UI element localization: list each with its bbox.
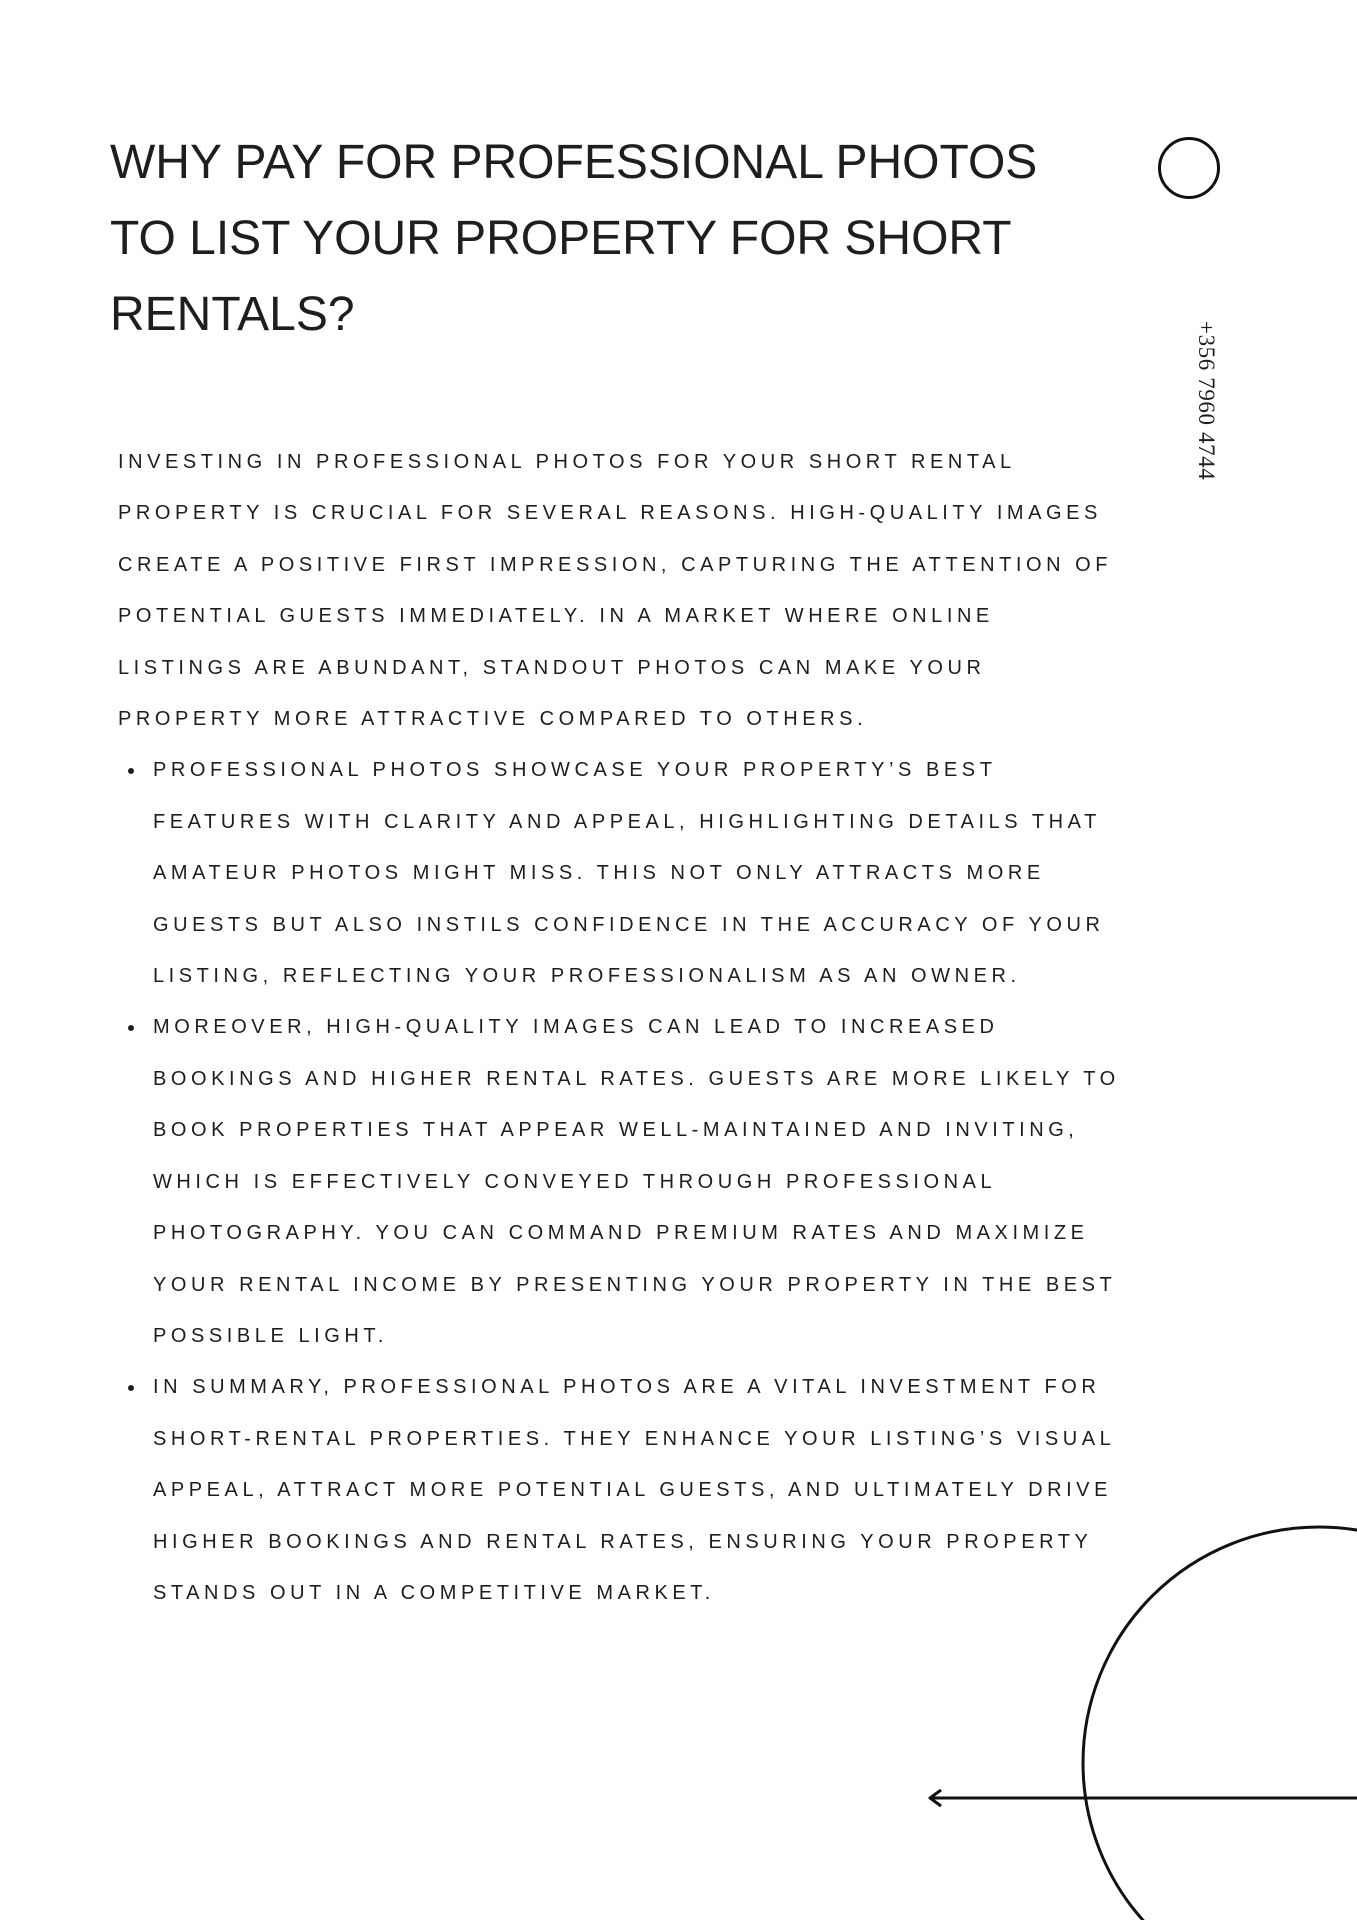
text-line: LISTING, REFLECTING YOUR PROFESSIONALISM AS AN OWNER. — [153, 965, 1021, 988]
text-line: CREATE A POSITIVE FIRST IMPRESSION, CAPTURING THE ATTENTION OF — [118, 553, 1113, 576]
text-line: STANDS OUT IN A COMPETITIVE MARKET. — [153, 1581, 715, 1604]
text-line: POTENTIAL GUESTS IMMEDIATELY. IN A MARKET WHERE ONLINE — [118, 605, 994, 628]
text-line: INVESTING IN PROFESSIONAL PHOTOS FOR YOUR SHORT RENTAL — [118, 451, 1016, 473]
text-line: APPEAL, ATTRACT MORE POTENTIAL GUESTS, AND ULTIMATELY DRIVE — [153, 1479, 1112, 1502]
text-line: HIGHER BOOKINGS AND RENTAL RATES, ENSURING YOUR PROPERTY — [153, 1530, 1093, 1553]
text-line: SHORT-RENTAL PROPERTIES. THEY ENHANCE YOUR LISTING’S VISUAL — [153, 1427, 1116, 1450]
text-line: POSSIBLE LIGHT. — [153, 1324, 388, 1347]
text-line: PROPERTY MORE ATTRACTIVE COMPARED TO OTHERS. — [118, 708, 868, 731]
title-line: WHY PAY FOR PROFESSIONAL PHOTOS — [110, 136, 1038, 189]
text-line: FEATURES WITH CLARITY AND APPEAL, HIGHLIGHTING DETAILS THAT — [153, 810, 1101, 833]
text-line: BOOKINGS AND HIGHER RENTAL RATES. GUESTS ARE MORE LIKELY TO — [153, 1067, 1120, 1090]
title-line: RENTALS? — [110, 288, 355, 341]
text-line: PHOTOGRAPHY. YOU CAN COMMAND PREMIUM RATES AND MAXIMIZE — [153, 1222, 1089, 1245]
text-line: AMATEUR PHOTOS MIGHT MISS. THIS NOT ONLY ATTRACTS MORE — [153, 862, 1045, 885]
text-line: WHICH IS EFFECTIVELY CONVEYED THROUGH PROFESSIONAL — [153, 1170, 997, 1193]
text-line: BOOK PROPERTIES THAT APPEAR WELL-MAINTAINED AND INVITING, — [153, 1119, 1079, 1142]
phone-number: +356 7960 4744 — [1194, 321, 1219, 481]
text-line: IN SUMMARY, PROFESSIONAL PHOTOS ARE A VITAL INVESTMENT FOR — [153, 1376, 1101, 1399]
arrow-left-icon — [930, 1790, 1357, 1806]
large-circle-outline — [1083, 1527, 1357, 1920]
text-line: LISTINGS ARE ABUNDANT, STANDOUT PHOTOS CAN MAKE YOUR — [118, 656, 986, 679]
text-line: PROFESSIONAL PHOTOS SHOWCASE YOUR PROPERTY’S BEST — [153, 759, 997, 782]
title-line: TO LIST YOUR PROPERTY FOR SHORT — [110, 212, 1012, 265]
text-line: YOUR RENTAL INCOME BY PRESENTING YOUR PROPERTY IN THE BEST — [153, 1273, 1117, 1296]
text-line: MOREOVER, HIGH-QUALITY IMAGES CAN LEAD TO INCREASED — [153, 1016, 999, 1039]
text-line: GUESTS BUT ALSO INSTILS CONFIDENCE IN THE ACCURACY OF YOUR — [153, 913, 1105, 936]
text-line: PROPERTY IS CRUCIAL FOR SEVERAL REASONS. HIGH-QUALITY IMAGES — [118, 502, 1102, 525]
